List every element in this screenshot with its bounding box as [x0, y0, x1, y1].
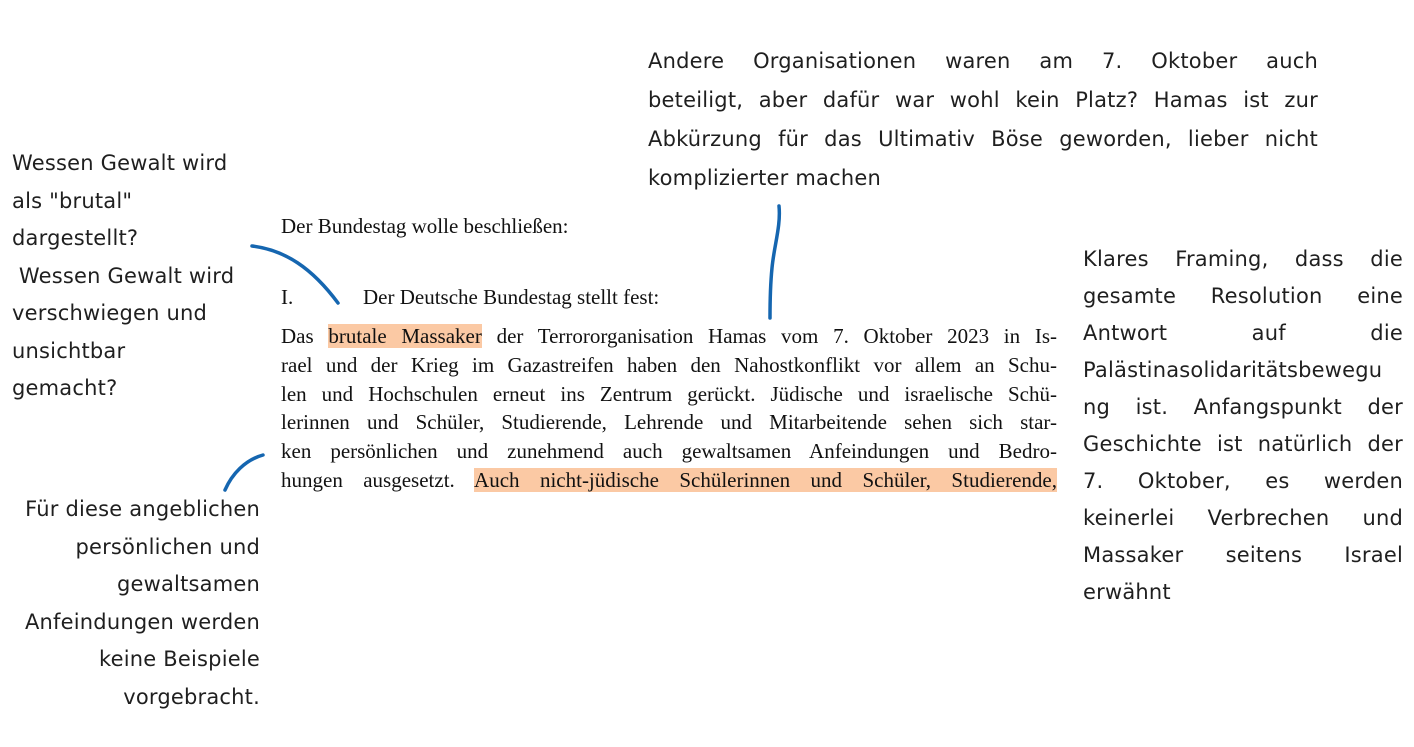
annotation-line: vorgebracht.	[123, 684, 260, 709]
annotation-line: unsichtbar	[12, 338, 126, 363]
body-line: ken persönlichen und zunehmend auch gewaltsamen Anfeindungen und Bedro-	[281, 439, 1057, 464]
annotation-line: gemacht?	[12, 376, 118, 400]
pen-stroke-left-bottom	[225, 455, 263, 490]
annotation-line: Klares Framing, dass die	[1083, 247, 1403, 271]
annotation-line: erwähnt	[1083, 580, 1171, 604]
annotation-line: dargestellt?	[12, 226, 139, 250]
annotation-line: Abkürzung für das Ultimativ Böse geworden, lieber nicht	[648, 127, 1318, 151]
highlight-brutale-massaker: brutale Massaker	[328, 324, 482, 348]
annotation-line: komplizierter machen	[648, 166, 882, 190]
body-line: len und Hochschulen erneut ins Zentrum gerückt. Jüdische und israelische Schü-	[281, 381, 1057, 406]
pen-stroke-top	[770, 206, 779, 318]
annotation-line: gesamte Resolution eine	[1083, 284, 1403, 308]
body-line: rael und der Krieg im Gazastreifen haben den Nahostkonflikt vor allem an Schu-	[281, 352, 1057, 377]
annotation-line: keine Beispiele	[98, 647, 260, 671]
annotation-line: keinerlei Verbrechen und	[1083, 506, 1403, 530]
annotation-line: Wessen Gewalt wird	[12, 151, 228, 175]
annotation-line: Andere Organisationen waren am 7. Oktober auch	[648, 49, 1318, 73]
annotation-line: persönlichen und	[75, 534, 260, 559]
annotation-line: Geschichte ist natürlich der	[1083, 432, 1403, 456]
annotation-line: gewaltsamen	[116, 572, 260, 596]
annotation-line: verschwiegen und	[12, 301, 208, 325]
highlight-non-jewish-students: Auch nicht-jüdische Schülerinnen und Schüler, Studierende,	[474, 467, 1057, 492]
annotation-line: Antwort auf die	[1083, 321, 1403, 345]
annotation-line: Palästinasolidaritätsbewegu	[1083, 358, 1383, 382]
body-text: Das	[281, 324, 329, 348]
section-number: I.	[281, 285, 294, 309]
section-heading: Der Deutsche Bundestag stellt fest:	[363, 285, 660, 309]
pen-stroke-left-top	[252, 246, 338, 303]
annotation-line: ng ist. Anfangspunkt der	[1083, 395, 1403, 419]
body-text: der Terrororganisation Hamas vom 7. Oktober 2023 in Is-	[481, 324, 1057, 348]
body-text: hungen ausgesetzt.	[281, 467, 475, 492]
annotation-line: Wessen Gewalt wird	[12, 263, 235, 288]
body-line: lerinnen und Schüler, Studierende, Lehrende und Mitarbeitende sehen sich star-	[281, 410, 1057, 435]
annotation-line: Anfeindungen werden	[24, 609, 260, 634]
document-heading: Der Bundestag wolle beschließen:	[281, 214, 569, 238]
annotation-line: Massaker seitens Israel	[1083, 543, 1403, 567]
annotation-line: als "brutal"	[12, 188, 133, 213]
annotation-line: beteiligt, aber dafür war wohl kein Platz? Hamas ist zur	[648, 88, 1318, 112]
annotation-line: 7. Oktober, es werden	[1083, 469, 1403, 493]
annotation-line: Für diese angeblichen	[25, 497, 260, 521]
